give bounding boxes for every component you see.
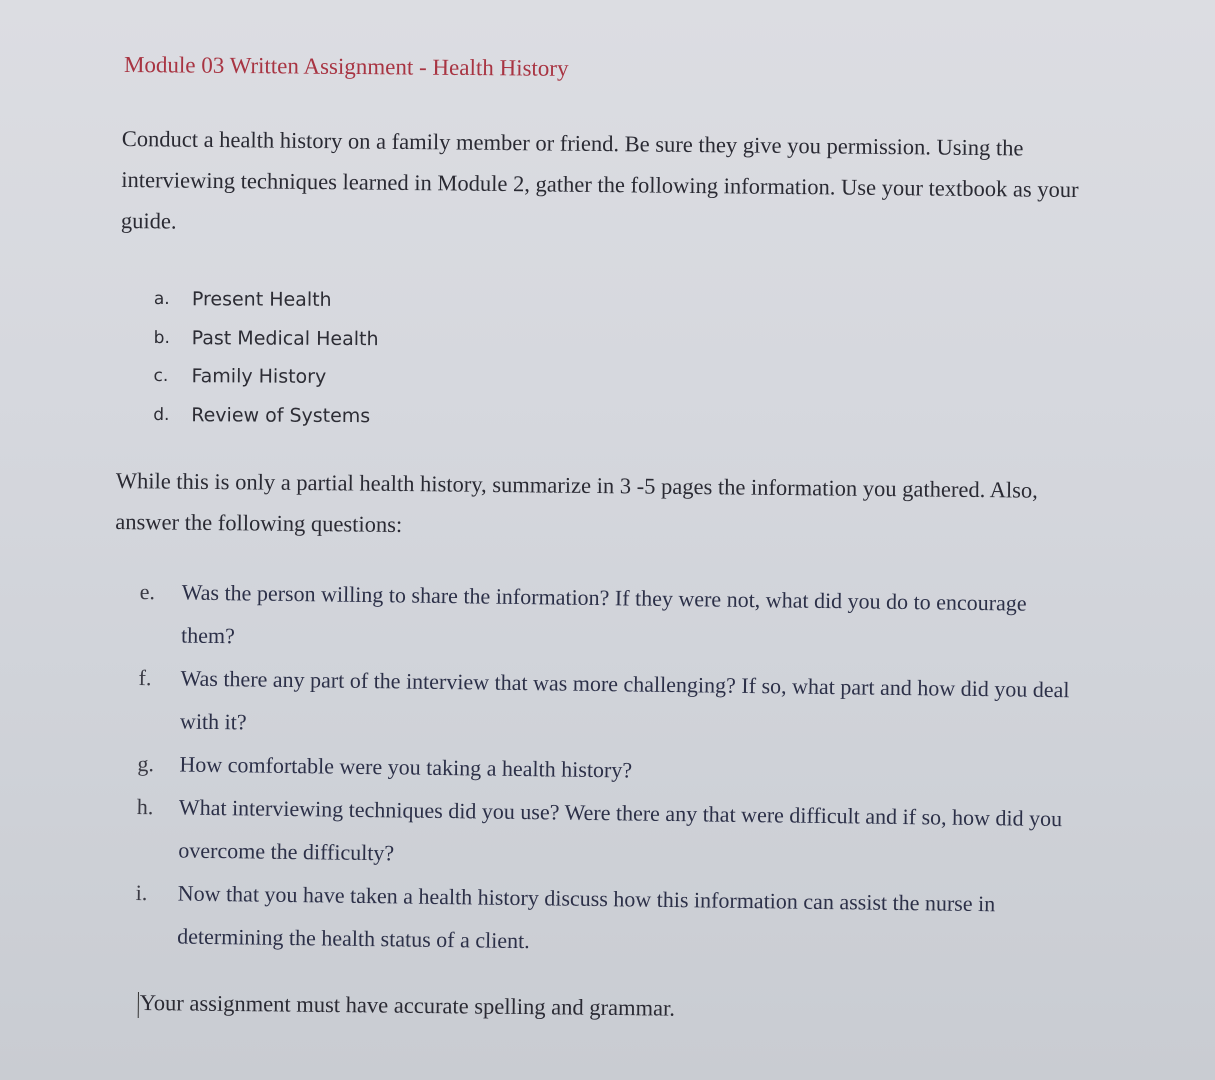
list-marker: a. <box>153 289 170 310</box>
list-marker: c. <box>153 366 169 387</box>
question-text: What interviewing techniques did you use? Were there any that were difficult and if so, how did you overcome the difficulty? <box>178 794 1063 866</box>
question-item <box>138 656 1079 754</box>
list-item-text: Family History <box>191 365 327 389</box>
question-marker: e. <box>139 578 156 605</box>
list-marker: d. <box>153 404 170 425</box>
question-marker: i. <box>135 879 148 906</box>
list-item <box>154 318 379 358</box>
intro-paragraph: Conduct a health history on a family member or friend. Be sure they give you permission. Using the interviewing techniques learned in Module 2, gather the following information. Use your textbook as your guide. <box>120 125 1079 234</box>
question-text: Now that you have taken a health history discuss how this information can assist the nurse in determining the health status of a client. <box>177 880 996 954</box>
list-item-text: Review of Systems <box>191 403 371 427</box>
summary-paragraph: While this is only a partial health history, summarize in 3 -5 pages the information you gathered. Also, answer the following questions: <box>115 467 1038 537</box>
question-text: Was there any part of the interview that was more challenging? If so, what part and how did you deal with it? <box>179 665 1070 735</box>
question-marker: f. <box>138 664 152 691</box>
info-list <box>153 280 379 435</box>
list-item <box>154 280 379 320</box>
question-text: How comfortable were you taking a health history? <box>179 751 633 783</box>
footer-text: Your assignment must have accurate spelling and grammar. <box>139 990 676 1021</box>
question-item <box>136 785 1077 883</box>
list-marker: b. <box>153 327 170 348</box>
list-item <box>153 357 378 397</box>
list-item-text: Present Health <box>191 288 332 312</box>
question-marker: g. <box>137 750 155 777</box>
footer-note[interactable] <box>138 990 675 1023</box>
question-item <box>135 871 1076 969</box>
questions-list <box>135 570 1080 969</box>
assignment-title: Module 03 Written Assignment - Health History <box>123 52 569 81</box>
list-item <box>153 395 378 435</box>
question-text: Was the person willing to share the information? If they were not, what did you do to encourage them? <box>180 579 1027 649</box>
question-marker: h. <box>136 793 154 820</box>
list-item-text: Past Medical Health <box>191 326 379 350</box>
question-item <box>139 570 1080 668</box>
